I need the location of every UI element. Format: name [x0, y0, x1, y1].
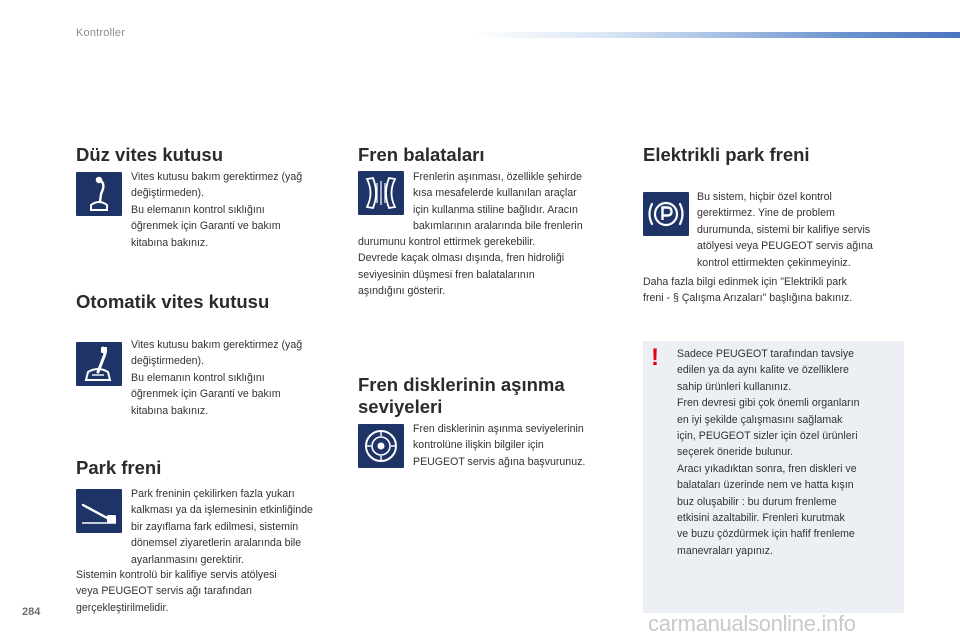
section-title: Kontroller: [76, 27, 126, 39]
warning-exclamation-icon: !: [651, 344, 659, 371]
manual-gearbox-heading: Düz vites kutusu: [76, 144, 223, 165]
brake-pads-text-2: durumunu kontrol ettirmek gerekebilir. Devrede kaçak olması dışında, fren hidroliği seviyesinin düşmesi fren balatalarının aşındığını gösterir.: [358, 236, 565, 298]
auto-gear-lever-icon: [76, 342, 122, 386]
parking-brake-text-2: Sistemin kontrolü bir kalifiye servis atölyesi veya PEUGEOT servis ağı tarafından gerçekleştirilmelidir.: [76, 569, 277, 614]
electric-parking-brake-heading: Elektrikli park freni: [643, 144, 810, 165]
automatic-gearbox-text: Vites kutusu bakım gerektirmez (yağ değiştirmeden). Bu elemanın kontrol sıklığını öğrenmek için Garanti ve bakım kitabına bakınız.: [131, 339, 303, 417]
manual-gearbox-text: Vites kutusu bakım gerektirmez (yağ değiştirmeden). Bu elemanın kontrol sıklığını öğrenmek için Garanti ve bakım kitabına bakınız.: [131, 171, 303, 249]
brake-pads-text: Frenlerin aşınması, özellikle şehirde kısa mesafelerde kullanılan araçlar için kullanma stiline bağlıdır. Aracın bakımlarının aralarında bile frenlerin: [413, 171, 583, 233]
watermark: carmanualsonline.info: [648, 611, 856, 636]
electric-parking-brake-text-2: Daha fazla bilgi edinmek için "Elektrikli park freni - § Çalışma Arızaları" başlığına bakınız.: [643, 276, 853, 305]
parking-brake-text: Park freninin çekilirken fazla yukarı kalkması ya da işlemesinin etkinliğinde bir zayıflama fark edilmesi, sistemin dönemsel ziyaretlerin aralarında bile ayarlanmasını gerektirir.: [131, 488, 313, 566]
brake-disc-icon: [358, 424, 404, 468]
page-number: 284: [22, 606, 41, 618]
brake-pads-icon: [358, 171, 404, 215]
page-header: [0, 0, 960, 48]
brake-discs-text: Fren disklerinin aşınma seviyelerinin kontrolüne ilişkin bilgiler için PEUGEOT servis ağına başvurunuz.: [413, 423, 586, 468]
header-gradient-bar: [470, 32, 960, 38]
electric-parking-brake-text: Bu sistem, hiçbir özel kontrol gerektirmez. Yine de problem durumunda, sistemi bir kalifiye servis atölyesi veya PEUGEOT servis ağına kontrol ettirmekten çekinmeyiniz.: [697, 191, 873, 269]
electric-parking-brake-icon: [643, 192, 689, 236]
parking-brake-heading: Park freni: [76, 457, 162, 478]
parking-brake-icon: [76, 489, 122, 533]
brake-pads-heading: Fren balataları: [358, 144, 485, 165]
warning-note-text: Sadece PEUGEOT tarafından tavsiye edilen ya da aynı kalite ve özelliklere sahip ürünleri kullanınız. Fren devresi gibi çok önemli organların en iyi şekilde çalışmasını sağlamak için, PEUGEOT sizler için özel ürünleri seçerek öneride bulunur. Aracı yıkadıktan sonra, fren diskleri ve balataları üzerinde nem ve hatta kışın buz oluşabilir : bu durum frenleme etkisini azaltabilir. Frenleri kurutmak ve buzu çözdürmek için hafif frenleme manevraları yapınız.: [677, 348, 860, 557]
brake-discs-heading: Fren disklerinin aşınma seviyeleri: [358, 374, 565, 417]
gear-lever-icon: [76, 172, 122, 216]
automatic-gearbox-heading: Otomatik vites kutusu: [76, 291, 270, 312]
